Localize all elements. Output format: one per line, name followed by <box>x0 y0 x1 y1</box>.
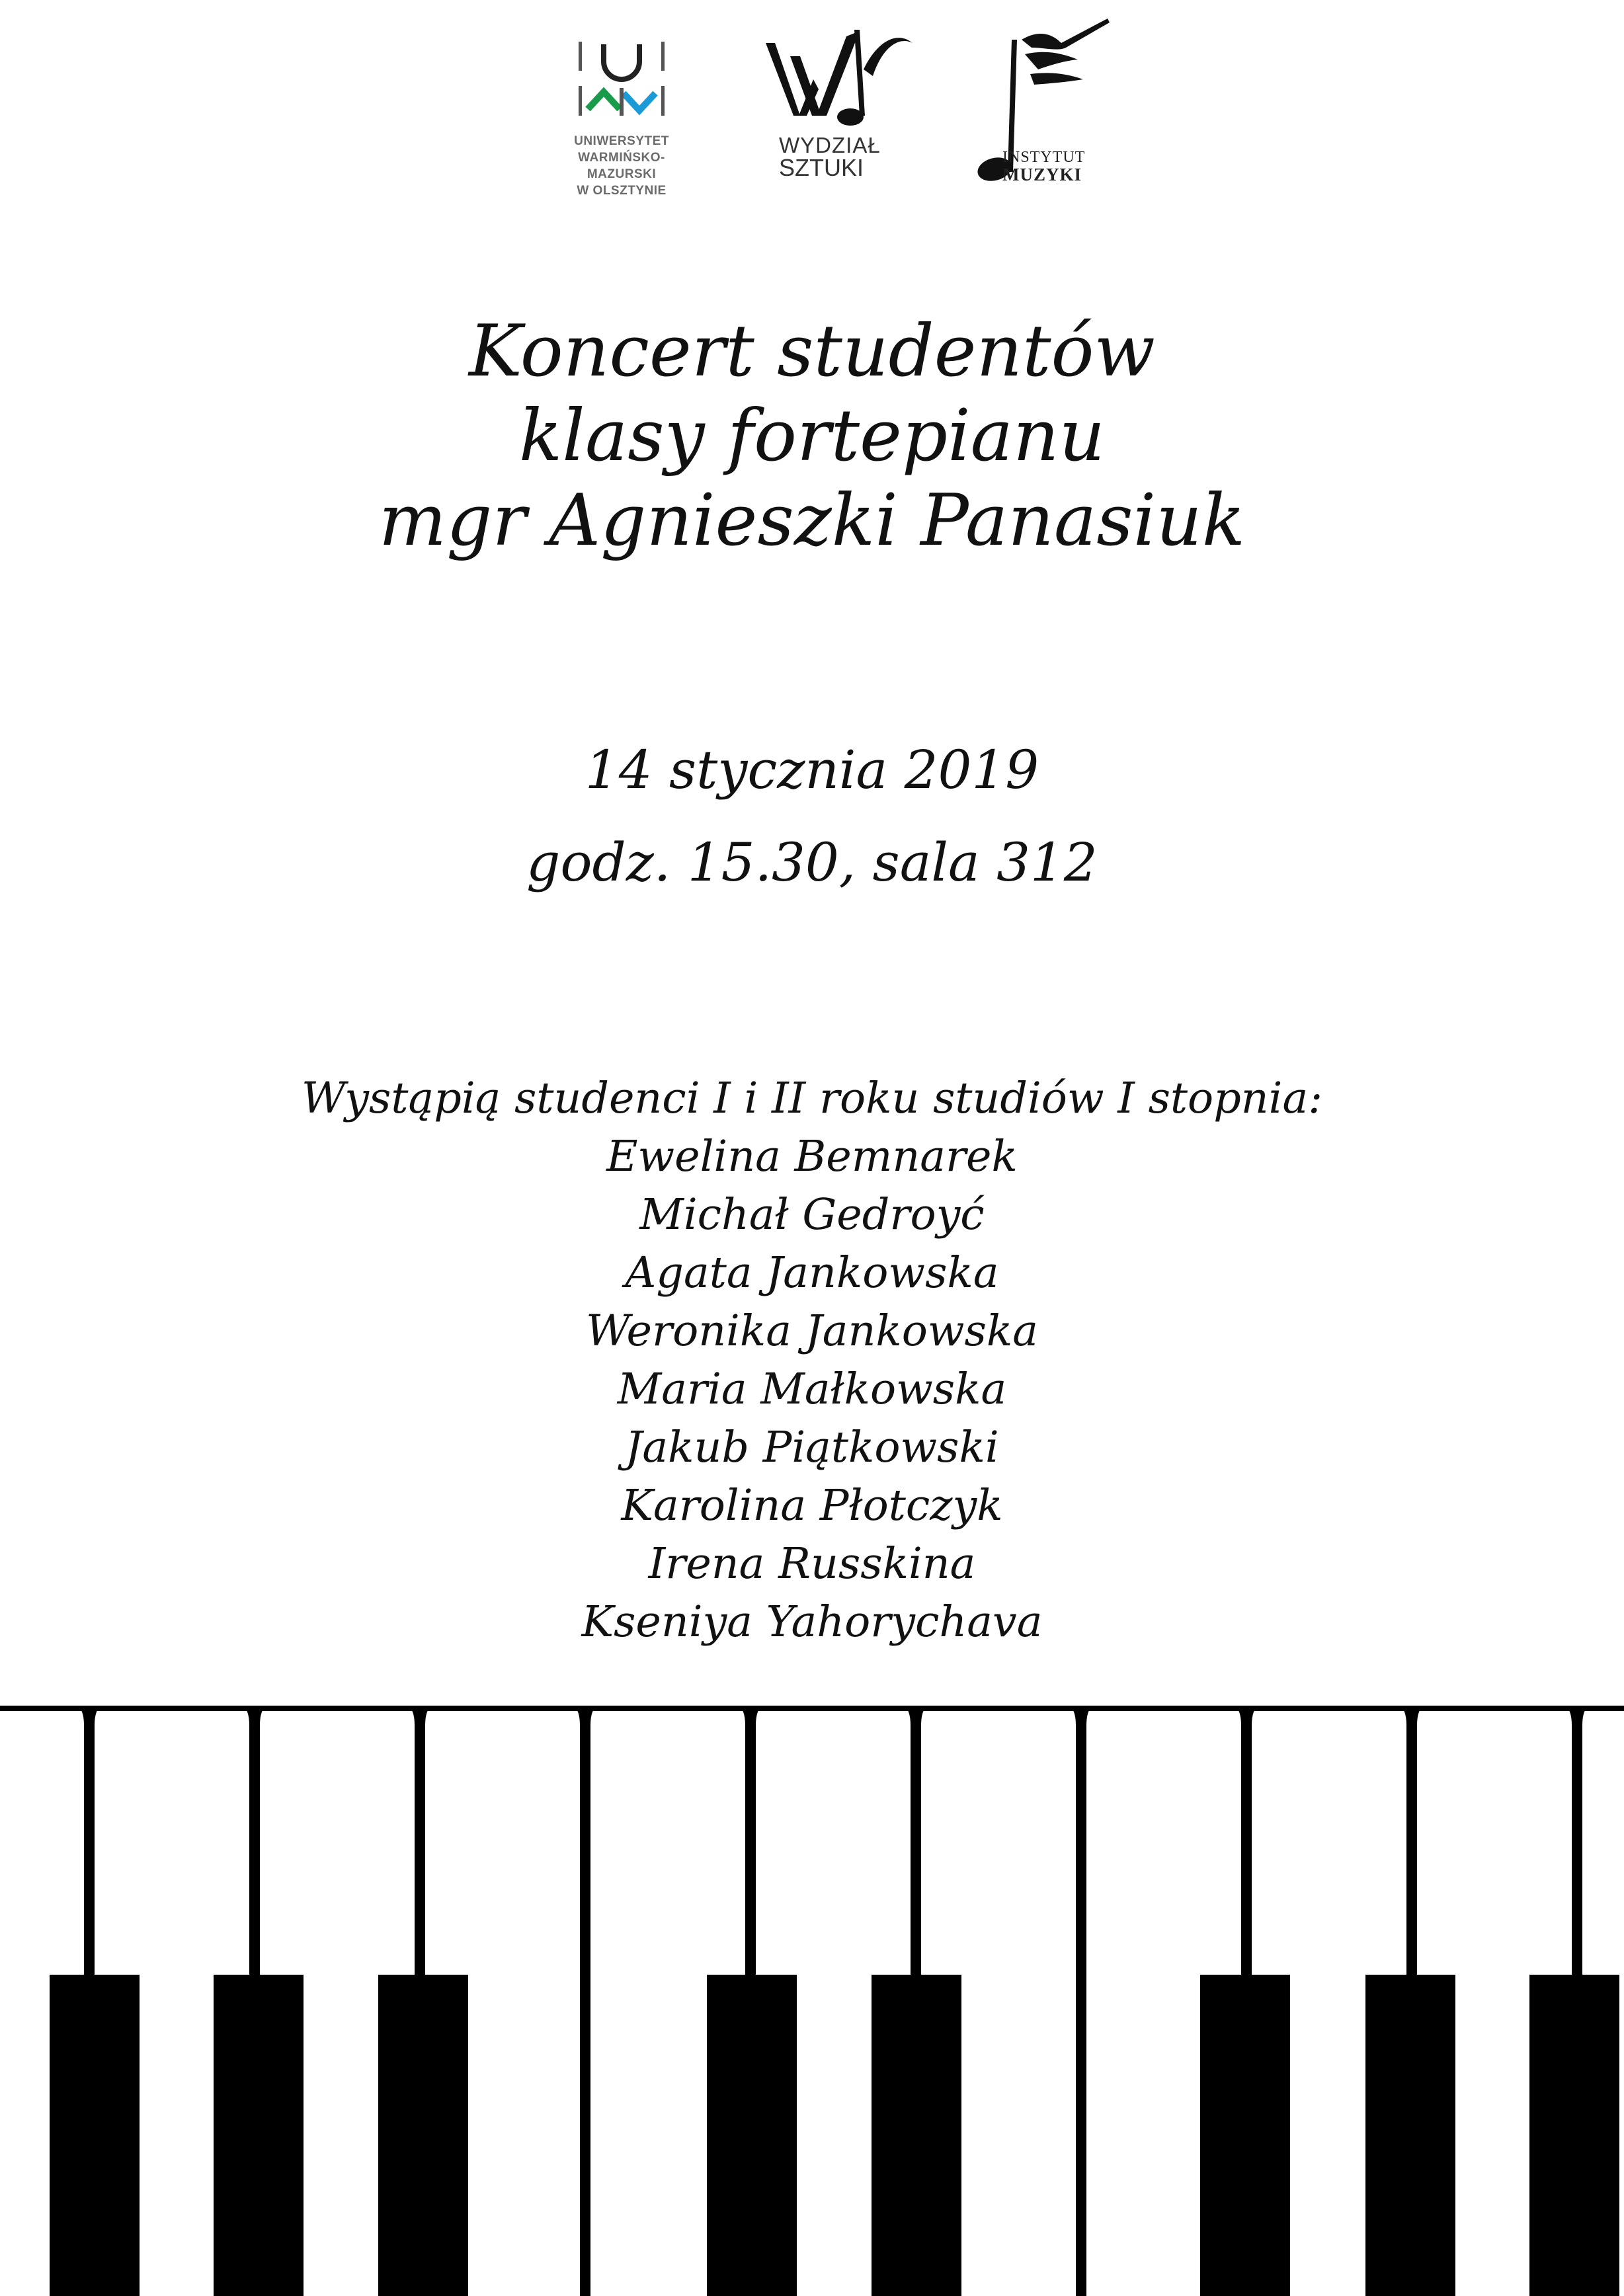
instytut-label: INSTYTUT <box>1002 149 1086 166</box>
performer-name: Maria Małkowska <box>617 1365 1007 1414</box>
uwm-logo <box>552 30 691 202</box>
title-line-2: klasy fortepianu <box>518 395 1106 477</box>
wydzial-label: WYDZIAŁ <box>779 133 881 157</box>
performer-name: Kseniya Yahorychava <box>581 1597 1043 1647</box>
black-key <box>1200 1975 1290 2296</box>
black-key <box>50 1975 140 2296</box>
event-datetime <box>0 724 1624 909</box>
black-key <box>1529 1975 1619 2296</box>
black-key <box>1365 1975 1455 2296</box>
black-key <box>214 1975 304 2296</box>
performer-name: Weronika Jankowska <box>586 1306 1038 1356</box>
performers-list <box>0 1128 1624 1651</box>
white-key-separator <box>572 1706 598 2296</box>
event-date: 14 stycznia 2019 <box>585 739 1039 801</box>
concert-title <box>0 309 1624 563</box>
uwm-name-line-2: WARMIŃSKO-MAZURSKI <box>578 151 665 181</box>
logo-bar <box>0 13 1624 198</box>
black-key <box>378 1975 468 2296</box>
performers-section <box>0 1070 1624 1651</box>
wydzial-sztuki-logo <box>760 17 926 195</box>
black-key <box>707 1975 797 2296</box>
performer-name: Karolina Płotczyk <box>621 1481 1003 1530</box>
white-key-separator <box>1068 1706 1094 2296</box>
muzyki-label: MUZYKI <box>1002 165 1082 184</box>
uwm-name-line-1: UNIWERSYTET <box>574 134 669 148</box>
title-line-3: mgr Agnieszki Panasiuk <box>378 479 1246 562</box>
instytut-muzyki-logo <box>952 13 1111 195</box>
performer-name: Jakub Piątkowski <box>625 1423 999 1472</box>
uwm-emblem-icon <box>572 30 671 129</box>
black-key <box>872 1975 961 2296</box>
sztuki-label: SZTUKI <box>779 154 864 181</box>
title-line-1: Koncert studentów <box>469 310 1155 393</box>
performers-intro: Wystąpią studenci I i II roku studiów I stopnia: <box>301 1074 1323 1123</box>
ws-monogram-icon <box>760 17 926 136</box>
performer-name: Ewelina Bemnarek <box>606 1132 1018 1181</box>
performer-name: Michał Gedroyć <box>639 1190 985 1240</box>
performer-name: Irena Russkina <box>648 1539 976 1589</box>
uwm-name-line-3: W OLSZTYNIE <box>577 184 667 198</box>
performer-name: Agata Jankowska <box>625 1248 999 1298</box>
piano-keyboard-graphic <box>0 1706 1624 2296</box>
event-time-place: godz. 15.30, sala 312 <box>526 832 1098 893</box>
